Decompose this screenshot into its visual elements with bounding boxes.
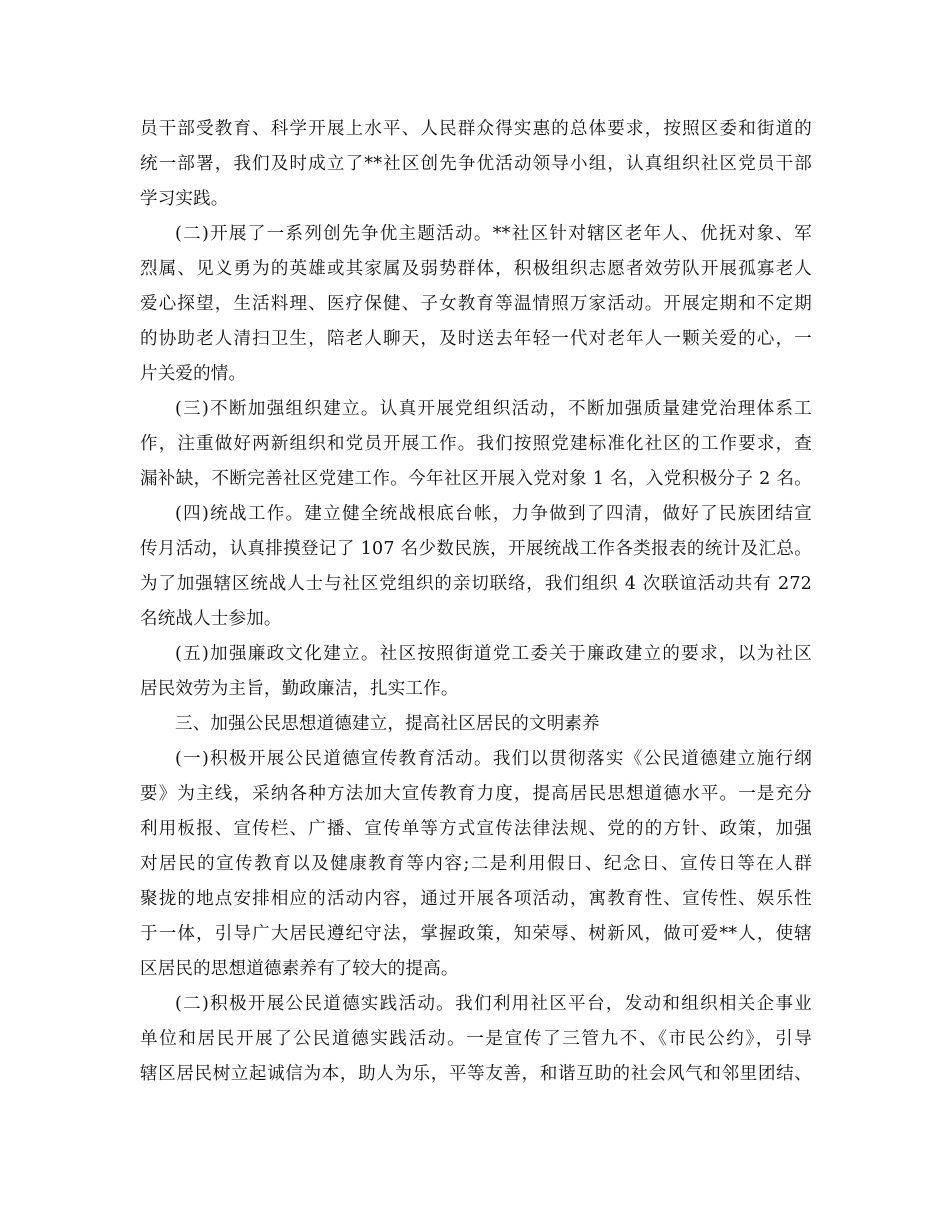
document-body <box>140 112 812 1092</box>
text-line: 传月活动，认真排摸登记了 107 名少数民族，开展统战工作各类报表的统计及汇总。 <box>140 539 812 559</box>
text-line: 为了加强辖区统战人士与社区党组织的亲切联络，我们组织 4 次联谊活动共有 272 <box>140 574 812 594</box>
text-line: 学习实践。 <box>140 189 229 209</box>
text-line: 单位和居民开展了公民道德实践活动。一是宣传了三管九不、《市民公约》，引导 <box>140 1029 812 1049</box>
text-line: 对居民的宣传教育以及健康教育等内容;二是利用假日、纪念日、宣传日等在人群 <box>140 854 812 874</box>
text-line: 区居民的思想道德素养有了较大的提高。 <box>140 959 459 979</box>
text-line: (一)积极开展公民道德宣传教育活动。我们以贯彻落实《公民道德建立施行纲 <box>175 749 812 769</box>
text-line: 要》为主线，采纳各种方法加大宣传教育力度，提高居民思想道德水平。一是充分 <box>140 784 812 804</box>
text-line: 员干部受教育、科学开展上水平、人民群众得实惠的总体要求，按照区委和街道的 <box>140 119 812 139</box>
text-line: 三、加强公民思想道德建立，提高社区居民的文明素养 <box>175 714 600 734</box>
text-line: 片关爱的情。 <box>140 364 247 384</box>
text-line: 于一体，引导广大居民遵纪守法，掌握政策，知荣辱、树新风，做可爱**人，使辖 <box>140 924 812 944</box>
text-line: 统一部署，我们及时成立了**社区创先争优活动领导小组，认真组织社区党员干部 <box>140 154 812 174</box>
text-line: 漏补缺，不断完善社区党建工作。今年社区开展入党对象 1 名，入党积极分子 2 名。 <box>140 469 812 489</box>
text-line: (三)不断加强组织建立。认真开展党组织活动，不断加强质量建党治理体系工 <box>175 399 812 419</box>
text-line: 名统战人士参加。 <box>140 609 282 629</box>
text-line: 聚拢的地点安排相应的活动内容，通过开展各项活动，寓教育性、宣传性、娱乐性 <box>140 889 812 909</box>
text-line: 利用板报、宣传栏、广播、宣传单等方式宣传法律法规、党的的方针、政策，加强 <box>140 819 812 839</box>
text-line: (四)统战工作。建立健全统战根底台帐，力争做到了四清，做好了民族团结宣 <box>175 504 812 524</box>
text-line: (五)加强廉政文化建立。社区按照街道党工委关于廉政建立的要求，以为社区 <box>175 644 812 664</box>
text-line: 的协助老人清扫卫生，陪老人聊天，及时送去年轻一代对老年人一颗关爱的心，一 <box>140 329 812 349</box>
text-line: (二)积极开展公民道德实践活动。我们利用社区平台，发动和组织相关企事业 <box>175 994 812 1014</box>
text-line: (二)开展了一系列创先争优主题活动。**社区针对辖区老年人、优抚对象、军 <box>175 224 812 244</box>
text-line: 居民效劳为主旨，勤政廉洁，扎实工作。 <box>140 679 459 699</box>
text-line: 烈属、见义勇为的英雄或其家属及弱势群体，积极组织志愿者效劳队开展孤寡老人 <box>140 259 812 279</box>
text-line: 作，注重做好两新组织和党员开展工作。我们按照党建标准化社区的工作要求，查 <box>140 434 812 454</box>
text-line: 辖区居民树立起诚信为本，助人为乐，平等友善，和谐互助的社会风气和邻里团结、 <box>140 1064 812 1084</box>
text-line: 爱心探望，生活料理、医疗保健、子女教育等温情照万家活动。开展定期和不定期 <box>140 294 812 314</box>
